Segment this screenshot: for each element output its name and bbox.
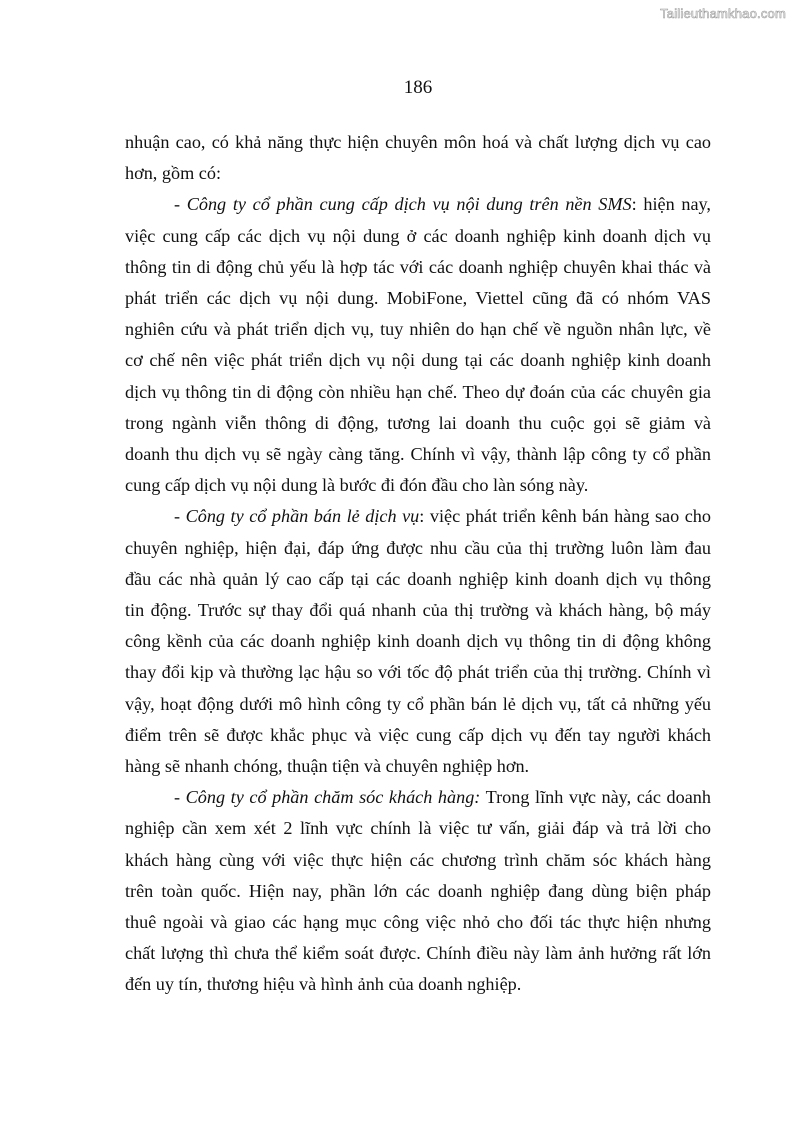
item-title: - Công ty cổ phần chăm sóc khách hàng:	[174, 787, 481, 808]
item-text: : hiện nay,	[631, 194, 711, 215]
text-line: đầu các nhà quản lý cao cấp tại các doanh nghiệp kinh doanh dịch vụ thông	[125, 568, 711, 589]
text-line: hơn, gồm có:	[125, 163, 221, 184]
text-line: thay đổi kịp và thường lạc hậu so với tốc độ phát triển của thị trường. Chính vì	[125, 662, 711, 683]
text-line: nghiên cứu và phát triển dịch vụ, tuy nhiên do hạn chế về nguồn nhân lực, về	[125, 319, 711, 340]
text-line: điểm trên sẽ được khắc phục và việc cung cấp dịch vụ đến tay người khách	[125, 724, 711, 745]
text-line: dịch vụ thông tin di động còn nhiều hạn chế. Theo dự đoán của các chuyên gia	[125, 381, 711, 402]
text-line: cơ chế nên việc phát triển dịch vụ nội dung tại các doanh nghiệp kinh doanh	[125, 350, 711, 371]
text-line: nghiệp cần xem xét 2 lĩnh vực chính là việc tư vấn, giải đáp và trả lời cho	[125, 818, 711, 839]
item-text: Trong lĩnh vực này, các doanh	[480, 787, 711, 808]
text-line: nhuận cao, có khả năng thực hiện chuyên môn hoá và chất lượng dịch vụ cao	[125, 132, 711, 152]
watermark-text: Tailieuthamkhao.com	[660, 6, 786, 21]
text-line: tin động. Trước sự thay đổi quá nhanh của thị trường và khách hàng, bộ máy	[125, 600, 711, 621]
item-text: : việc phát triển kênh bán hàng sao cho	[419, 506, 711, 527]
text-line-first	[125, 501, 711, 532]
text-line-first	[125, 782, 711, 813]
text-line: phát triển các dịch vụ nội dung. MobiFone, Viettel cũng đã có nhóm VAS	[125, 288, 711, 309]
text-line: thông tin di động chủ yếu là hợp tác với các doanh nghiệp chuyên khai thác và	[125, 256, 711, 277]
item-title: - Công ty cổ phần cung cấp dịch vụ nội dung trên nền SMS	[174, 194, 632, 215]
text-line: hàng sẽ nhanh chóng, thuận tiện và chuyên nghiệp hơn.	[125, 756, 530, 777]
text-line: công kềnh của các doanh nghiệp kinh doanh dịch vụ thông tin di động không	[125, 631, 711, 652]
text-line: đến uy tín, thương hiệu và hình ảnh của doanh nghiệp.	[125, 974, 522, 995]
document-body	[125, 127, 711, 1001]
text-line: chất lượng thì chưa thể kiểm soát được. Chính điều này làm ảnh hưởng rất lớn	[125, 943, 711, 964]
text-line: doanh thu dịch vụ sẽ ngày càng tăng. Chính vì vậy, thành lập công ty cổ phần	[125, 444, 711, 465]
item-title: - Công ty cổ phần bán lẻ dịch vụ	[174, 506, 420, 527]
text-line: trong ngành viễn thông di động, tương lai doanh thu cuộc gọi sẽ giảm và	[125, 412, 711, 433]
text-line: vậy, hoạt động dưới mô hình công ty cổ phần bán lẻ dịch vụ, tất cả những yếu	[125, 693, 711, 714]
paragraph-customer-care-company	[125, 782, 711, 1000]
page-number: 186	[403, 77, 433, 98]
text-line: việc cung cấp các dịch vụ nội dung ở các doanh nghiệp kinh doanh dịch vụ	[125, 225, 711, 246]
text-line: cung cấp dịch vụ nội dung là bước đi đón đầu cho làn sóng này.	[125, 475, 589, 496]
text-line-first	[125, 189, 711, 220]
paragraph-intro	[125, 127, 711, 189]
text-line: chuyên nghiệp, hiện đại, đáp ứng được nhu cầu của thị trường luôn làm đau	[125, 537, 711, 558]
text-line: khách hàng cùng với việc thực hiện các chương trình chăm sóc khách hàng	[125, 849, 711, 870]
text-line: trên toàn quốc. Hiện nay, phần lớn các doanh nghiệp đang dùng biện pháp	[125, 880, 711, 901]
paragraph-retail-company	[125, 501, 711, 782]
text-line: thuê ngoài và giao các hạng mục công việc nhỏ cho đối tác thực hiện nhưng	[125, 912, 711, 933]
paragraph-sms-content-company	[125, 189, 711, 501]
